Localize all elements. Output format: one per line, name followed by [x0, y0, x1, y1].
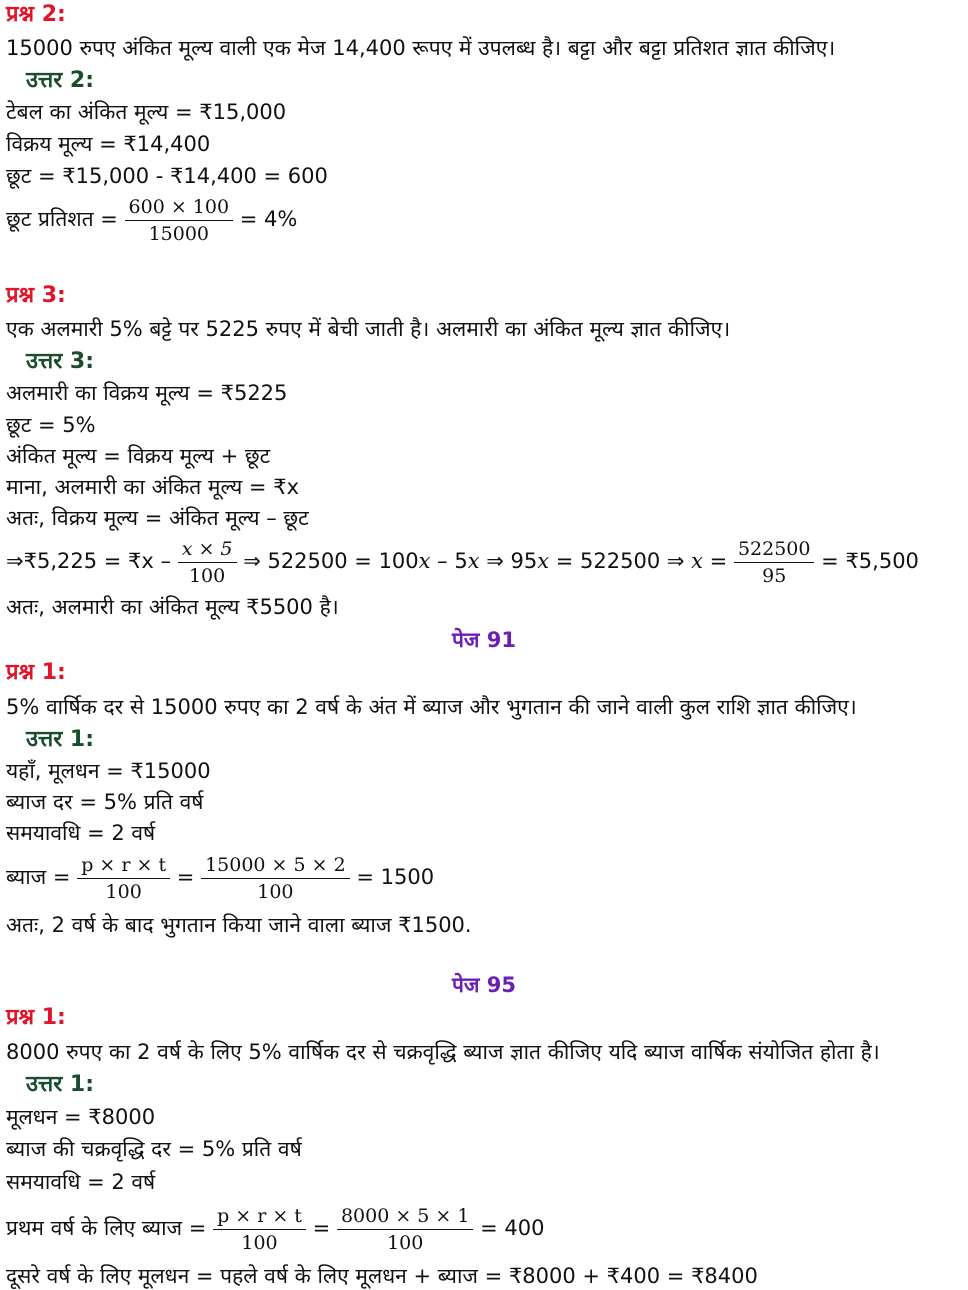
p91-q1-question: 5% वार्षिक दर से 15000 रुपए का 2 वर्ष के अंत में ब्याज और भुगतान की जाने वाली कुल राशि ज्ञात कीजिए। — [6, 695, 857, 719]
p95-interest-label: प्रथम वर्ष के लिए ब्याज = — [6, 1216, 207, 1240]
q3-fraction-2-denominator: 95 — [762, 564, 787, 587]
q3-line-7: अतः, अलमारी का अंकित मूल्य ₹5500 है। — [6, 595, 339, 619]
page-91-label: पेज 91 — [451, 628, 517, 652]
q2-percent-result: = 4% — [239, 207, 298, 231]
p91-fraction-2-denominator: 100 — [257, 880, 294, 903]
q3-fraction-1-numerator: x × 5 — [178, 536, 237, 563]
q2-line-2: विक्रय मूल्य = ₹14,400 — [6, 132, 211, 156]
p95-q1-line-5: दूसरे वर्ष के लिए मूलधन = पहले वर्ष के लिए मूलधन + ब्याज = ₹8000 + ₹400 = ₹8400 — [6, 1264, 758, 1288]
q2-fraction — [125, 194, 234, 247]
q2-line-1: टेबल का अंकित मूल्य = ₹15,000 — [6, 100, 287, 124]
p95-q1-line-4 — [6, 1200, 545, 1256]
p91-fraction-1-denominator: 100 — [105, 880, 142, 903]
p95-q1-line-2: ब्याज की चक्रवृद्धि दर = 5% प्रति वर्ष — [6, 1137, 302, 1161]
q3-line-5: अतः, विक्रय मूल्य = अंकित मूल्य – छूट — [6, 506, 309, 530]
q3-line-1: अलमारी का विक्रय मूल्य = ₹5225 — [6, 381, 288, 405]
q2-question: 15000 रुपए अंकित मूल्य वाली एक मेज 14,400 रूपए में उपलब्ध है। बट्टा और बट्टा प्रतिशत ज्ञात कीजिए। — [6, 36, 836, 60]
q2-fraction-numerator: 600 × 100 — [125, 194, 234, 221]
p91-q1-line-1: यहाँ, मूलधन = ₹15000 — [6, 759, 211, 783]
p95-q1-heading: प्रश्न 1: — [6, 1005, 66, 1030]
p91-q1-line-2: ब्याज दर = 5% प्रति वर्ष — [6, 790, 204, 814]
p95-result: = 400 — [480, 1216, 545, 1240]
q3-var-x-3: x — [537, 549, 550, 573]
p95-q1-question: 8000 रुपए का 2 वर्ष के लिए 5% वार्षिक दर से चक्रवृद्धि ब्याज ज्ञात कीजिए यदि ब्याज वार्षिक संयोजित होता है। — [6, 1040, 880, 1064]
q3-eq-f: = — [702, 549, 728, 573]
p95-fraction-2 — [337, 1203, 474, 1256]
p91-interest-label: ब्याज = — [6, 865, 71, 889]
q2-fraction-denominator: 15000 — [148, 222, 210, 245]
q3-eq-c: – 5 — [430, 549, 468, 573]
q3-fraction-2-numerator: 522500 — [734, 536, 815, 563]
q3-var-x-2: x — [467, 549, 480, 573]
p95-q1-answer-heading: उत्तर 1: — [26, 1072, 95, 1097]
q3-question: एक अलमारी 5% बट्टे पर 5225 रुपए में बेची जाती है। अलमारी का अंकित मूल्य ज्ञात कीजिए। — [6, 317, 731, 341]
page-95-label: पेज 95 — [451, 973, 517, 997]
p91-equals: = — [176, 865, 195, 889]
p91-fraction-2 — [201, 852, 350, 905]
p91-q1-line-3: समयावधि = 2 वर्ष — [6, 821, 156, 845]
p95-fraction-1-denominator: 100 — [241, 1231, 278, 1254]
p91-q1-answer-heading: उत्तर 1: — [26, 727, 95, 752]
p95-q1-line-1: मूलधन = ₹8000 — [6, 1105, 156, 1129]
p91-result: = 1500 — [356, 865, 435, 889]
q3-answer-heading: उत्तर 3: — [26, 349, 95, 374]
q3-fraction-1 — [178, 536, 237, 589]
p91-q1-line-5: अतः, 2 वर्ष के बाद भुगतान किया जाने वाला ब्याज ₹1500. — [6, 913, 472, 937]
q3-fraction-1-denominator: 100 — [188, 564, 226, 587]
p95-q1-line-3: समयावधि = 2 वर्ष — [6, 1170, 156, 1194]
p95-fraction-1 — [213, 1203, 306, 1256]
p91-q1-heading: प्रश्न 1: — [6, 660, 66, 685]
q3-heading: प्रश्न 3: — [6, 283, 66, 308]
q2-answer-heading: उत्तर 2: — [26, 68, 95, 93]
q3-eq-d: ⇒ 95 — [479, 549, 538, 573]
p95-equals: = — [312, 1216, 331, 1240]
p95-fraction-2-denominator: 100 — [387, 1231, 424, 1254]
p95-fraction-1-numerator: p × r × t — [213, 1203, 306, 1230]
q3-eq-e: = 522500 ⇒ — [549, 549, 692, 573]
q3-var-x-1: x — [418, 549, 431, 573]
p91-fraction-2-numerator: 15000 × 5 × 2 — [201, 852, 350, 879]
q3-line-2: छूट = 5% — [6, 413, 96, 437]
q3-eq-result: = ₹5,500 — [821, 549, 919, 573]
p95-fraction-2-numerator: 8000 × 5 × 1 — [337, 1203, 474, 1230]
q2-percent-label: छूट प्रतिशत = — [6, 207, 118, 231]
p91-fraction-1-numerator: p × r × t — [77, 852, 170, 879]
q2-heading: प्रश्न 2: — [6, 2, 66, 27]
q3-eq-start: ⇒₹5,225 = ₹x – — [6, 549, 171, 573]
q3-line-6 — [6, 533, 919, 589]
q2-line-3: छूट = ₹15,000 - ₹14,400 = 600 — [6, 164, 328, 188]
q3-line-4: माना, अलमारी का अंकित मूल्य = ₹x — [6, 475, 299, 499]
q3-eq-b: ⇒ 522500 = 100 — [243, 549, 419, 573]
p91-fraction-1 — [77, 852, 170, 905]
q3-line-3: अंकित मूल्य = विक्रय मूल्य + छूट — [6, 444, 271, 468]
p91-q1-line-4 — [6, 849, 434, 905]
q3-var-x-4: x — [691, 549, 703, 573]
q3-fraction-2 — [734, 536, 815, 589]
q2-line-4 — [6, 191, 297, 247]
